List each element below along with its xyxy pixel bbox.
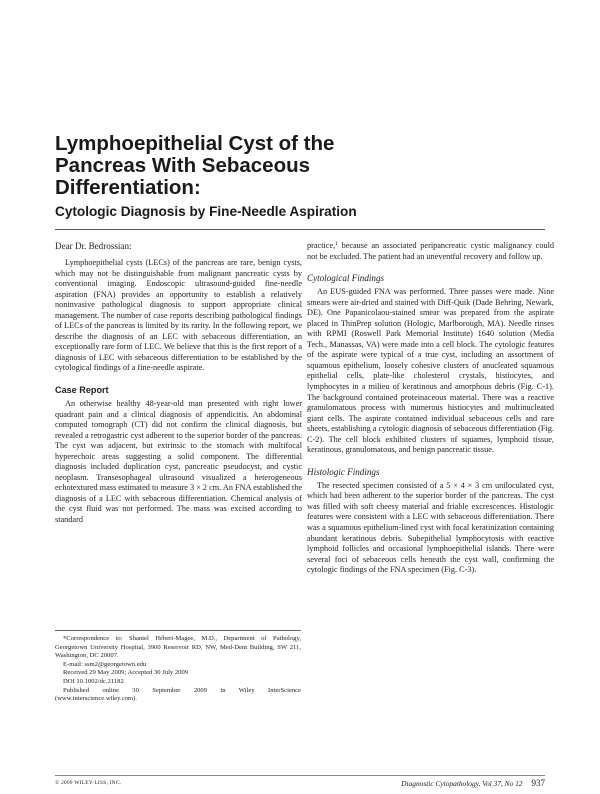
left-column xyxy=(55,241,302,526)
case-report-heading: Case Report xyxy=(55,385,109,396)
histologic-findings-heading: Histologic Findings xyxy=(307,466,380,477)
histologic-findings-paragraph: The resected specimen consisted of a 5 × 4 × 3 cm uniloculated cyst, which had been adherent to the superior border of the pancreas. The cyst was filled with soft cheesy material and friable excrescences. Histologic features were consistent with a LEC with sebaceous differentiation. There was a squamous epithelium-lined cyst with focal keratinization containing abundant keratinous debris. Subepithelial lymphocytosis with reactive lymphoid follicles and occasional lymphoepithelial islands. There were several foci of sebaceous cells beneath the cyst wall, confirming the cytologic findings of the FNA specimen (Fig. C-3). xyxy=(307,480,554,575)
title-line: Lymphoepithelial Cyst of the xyxy=(55,132,335,155)
salutation: Dear Dr. Bedrossian: xyxy=(55,241,132,251)
published-online: Published online 30 September 2009 in Wiley InterScience (www.interscience.wiley.com). xyxy=(55,686,301,703)
footer-divider xyxy=(55,775,545,776)
received-dates: Received 29 May 2009; Accepted 30 July 2009 xyxy=(63,669,189,677)
correspondence-text: *Correspondence to: Shantel Hébert-Magee, M.D., Department of Pathology, Georgetown University Hospital, 3900 Reservoir RD, NW, Med-Dent Building, SW 211, Washington, DC 20007. xyxy=(55,635,301,660)
footnote-divider xyxy=(55,630,301,631)
case-report-paragraph: An otherwise healthy 48-year-old man presented with right lower quadrant pain and a clinical diagnosis of appendicitis. An abdominal computed tomograph (CT) did not confirm the clinical diagnosis, but revealed a retrogastric cyst adherent to the superior border of the pancreas. The cyst was adjacent, but extrinsic to the stomach with multifocal hyperechoic areas suggesting a solid component. The differential diagnosis included duplication cyst, pancreatic pseudocyst, and cystic neoplasm. Transesophageal ultrasound visualized a heterogeneous echotextured mass estimated to measure 3 × 2 cm. An FNA established the diagnosis of a LEC with sebaceous differentiation. Chemical analysis of the cyst fluid was not performed. The mass was excised according to standard xyxy=(55,399,302,525)
continued-text-end: because an associated peripancreatic cystic malignancy could not be excluded. The patient had an uneventful recovery and follow up. xyxy=(307,241,554,261)
article-subtitle: Cytologic Diagnosis by Fine-Needle Aspiration xyxy=(55,204,357,219)
right-column xyxy=(307,241,554,576)
intro-paragraph: Lymphoepithelial cysts (LECs) of the pancreas are rare, benign cysts, which may not be distinguishable from malignant pancreatic cysts by conventional imaging. Endoscopic ultrasound-guided fine-needle aspiration (FNA) provides an opportunity to establish a relatively noninvasive pathological diagnosis to support appropriate clinical management. The number of case reports describing pathological findings of LECs of the pancreas is limited by its rarity. In the following report, we describe the diagnosis of an LEC with sebaceous differentiation, an exceptionally rare form of LEC. We believe that this is the first report of a diagnosis of LEC with sebaceous differentiation to be established by the cytological findings of a fine-needle aspirate. xyxy=(55,258,302,373)
reference-marker[interactable]: 1 xyxy=(335,241,338,247)
correspondence-footnote xyxy=(55,635,301,704)
journal-citation: Diagnostic Cytopathology, Vol 37, No 12 xyxy=(401,779,523,788)
cytological-findings-paragraph: An EUS-guided FNA was performed. Three passes were made. Nine smears were air-dried and stained with Diff-Quik (Dade Behring, Newark, DE). One Papanicolaou-stained smear was prepared from the aspirate placed in ThinPrep solution (Hologic, Marlborough, MA). Needle rinses with RPMI (Roswell Park Memorial Institute) 1640 solution (Media Tech., Manassas, VA) were made into a cell block. The cytologic features of the aspirate were typical of a true cyst, including an assortment of squamous epithelium, loosely cohesive clusters of anucleated squamous epithelial cells, plate-like cholesterol crystals, histiocytes, and lymphocytes in a milieu of keratinous and amorphous debris (Fig. C-1). The background contained proteinaceous material. There was a reactive granulomatous process with numerous histiocytes and multinucleated giant cells. The aspirate contained individual sebaceous cells and rare sheets, establishing a cytologic diagnosis of sebaceous differentiation (Fig. C-2). The cell block exhibited clusters of squames, lymphoid tissue, keratinous, granulomatous, and benign pancreatic tissue. xyxy=(307,287,554,455)
doi: DOI 10.1002/dc.21182 xyxy=(63,677,124,685)
copyright-notice: © 2009 WILEY-LISS, INC. xyxy=(55,780,122,786)
continued-text-start: practice, xyxy=(307,241,336,250)
journal-footer xyxy=(401,778,545,789)
title-divider xyxy=(55,229,545,230)
article-title xyxy=(55,133,555,199)
title-line: Differentiation: xyxy=(55,176,201,199)
continued-paragraph xyxy=(307,241,554,262)
title-line: Pancreas With Sebaceous xyxy=(55,154,311,177)
page-number: 937 xyxy=(531,778,545,788)
cytological-findings-heading: Cytological Findings xyxy=(307,273,385,284)
correspondence-email[interactable]: E-mail: ssm2@georgetown.edu xyxy=(63,660,147,668)
